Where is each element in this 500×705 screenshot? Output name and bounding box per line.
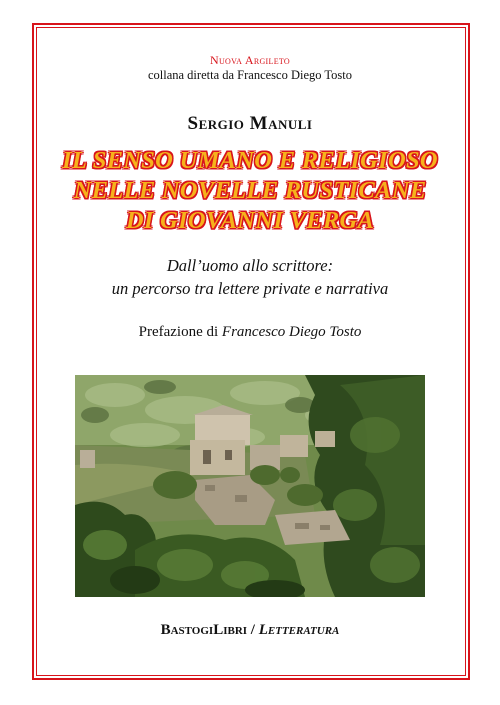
preface-prefix: Prefazione di [138,324,219,340]
preface-credit [0,324,500,341]
book-title-line-3: DI GIOVANNI VERGA [125,207,375,234]
publisher-credit [0,622,500,639]
book-subtitle-line-1: Dall’uomo allo scrittore: [166,256,334,275]
publisher-imprint: Letteratura [258,622,340,638]
series-editor: collana diretta da Francesco Diego Tosto [147,68,353,82]
book-subtitle-line-2: un percorso tra lettere private e narrativa [111,279,389,298]
cover-photo [75,375,425,597]
book-title-line-2: NELLE NOVELLE RUSTICANE [73,177,427,204]
book-title-line-1: IL SENSO UMANO E RELIGIOSO [62,147,438,174]
publisher-name: BastogiLibri [160,622,248,638]
preface-author: Francesco Diego Tosto [221,324,362,340]
series-name: Nuova Argileto [209,53,291,67]
publisher-separator: / [247,622,259,638]
author-name: Sergio Manuli [187,113,313,134]
